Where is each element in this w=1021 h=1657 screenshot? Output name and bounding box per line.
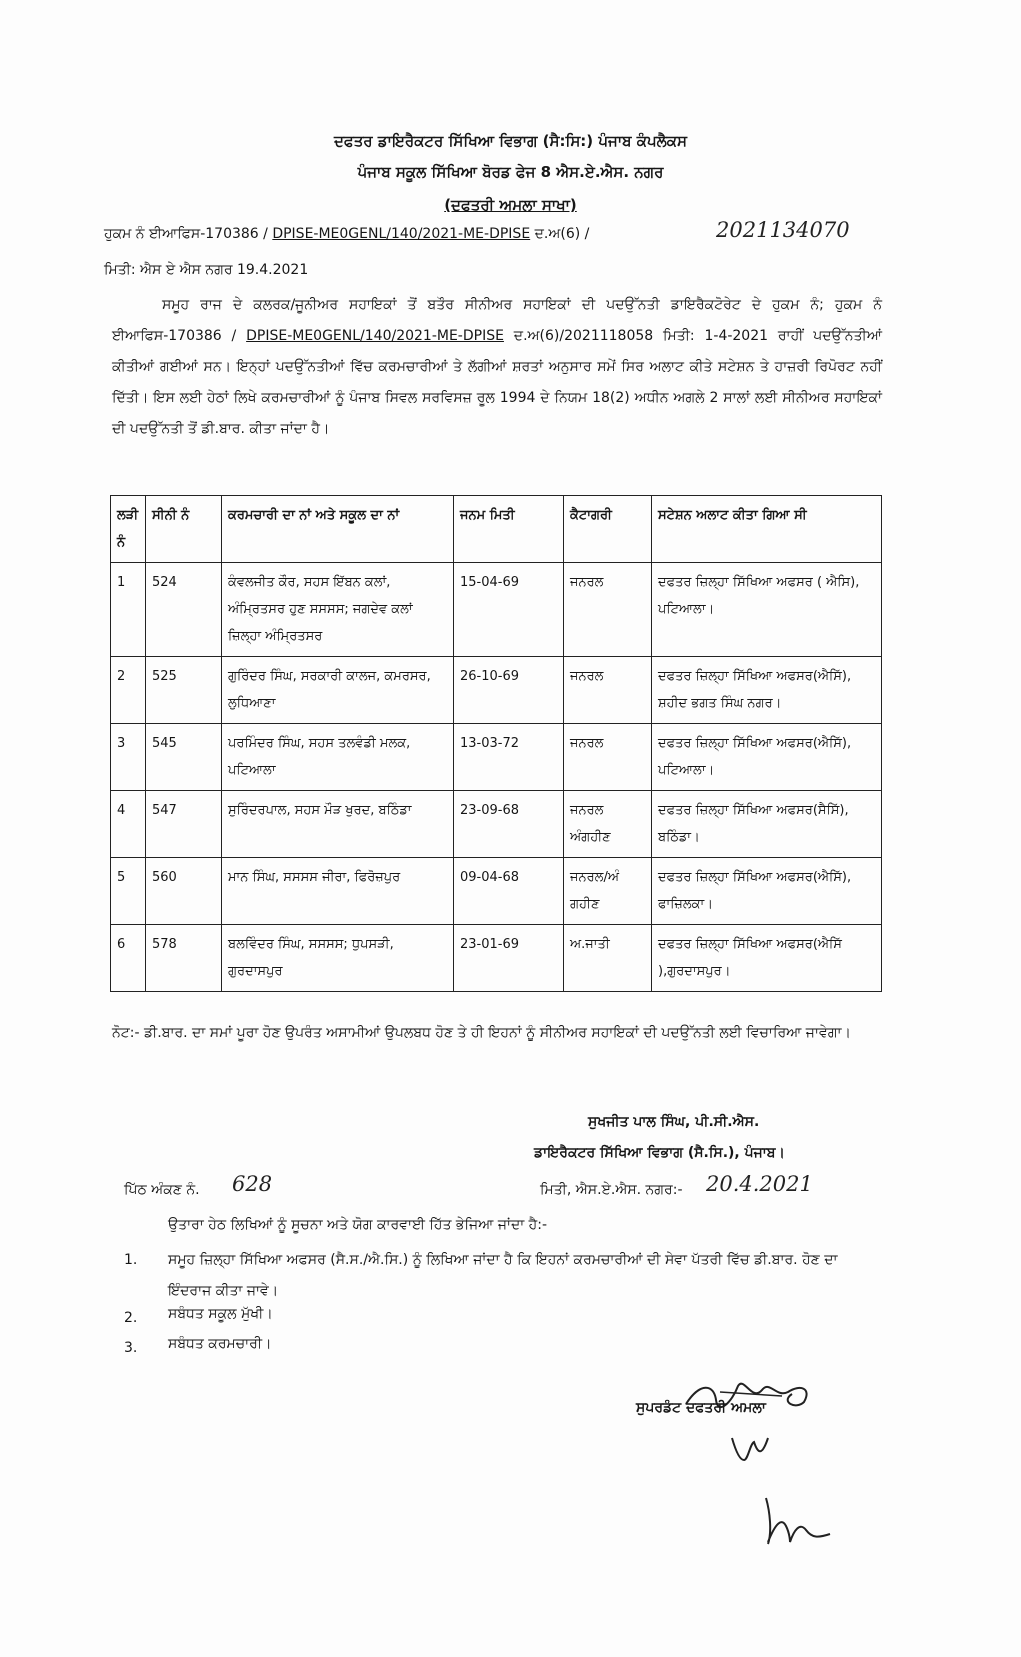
table-row <box>111 724 882 791</box>
cell-station: ਦਫਤਰ ਜ਼ਿਲ੍ਹਾ ਸਿੱਖਿਆ ਅਫਸਰ(ਐਸਿੱ), ਪਟਿਆਲਾ। <box>652 724 882 791</box>
cell-dob: 23-01-69 <box>454 925 564 992</box>
debarred-employees-table <box>110 495 882 992</box>
cell-employee: ਗੁਰਿੰਦਰ ਸਿੰਘ, ਸਰਕਾਰੀ ਕਾਲਜ, ਕਮਰਸਰ, ਲੁਧਿਆਣਾ <box>222 657 454 724</box>
col-dob: ਜਨਮ ਮਿਤੀ <box>454 496 564 563</box>
cell-seniority: 524 <box>146 563 222 657</box>
branch-name: (ਦਫਤਰੀ ਅਮਲਾ ਸਾਖਾ) <box>444 196 577 214</box>
body-part-1: ਸਮੂਹ ਰਾਜ ਦੇ ਕਲਰਕ/ਜੂਨੀਅਰ ਸਹਾਇਕਾਂ ਤੋਂ ਬਤੌਰ ਸੀਨੀਅਰ ਸਹਾਇਕਾਂ ਦੀ ਪਦਉੱਨਤੀ ਡਾਇਰੈਕਟੋਰੇਟ ਦੇ ਹੁਕਮ ਨੰ; ਹੁਕਮ ਨੰ ਈਆਫਿਸ-170386 / <box>112 297 882 344</box>
handwritten-endorsement-number: 628 <box>232 1172 273 1196</box>
order-code: DPISE-ME0GENL/140/2021-ME-DPISE <box>272 226 531 242</box>
cell-employee: ਸੁਰਿੰਦਰਪਾਲ, ਸਹਸ ਮੌੜ ਖੁਰਦ, ਬਠਿੰਡਾ <box>222 791 454 858</box>
cell-dob: 23-09-68 <box>454 791 564 858</box>
cell-seniority: 560 <box>146 858 222 925</box>
cell-station: ਦਫਤਰ ਜ਼ਿਲ੍ਹਾ ਸਿੱਖਿਆ ਅਫਸਰ(ਐਸਿੱ), ਫਾਜ਼ਿਲਕਾ। <box>652 858 882 925</box>
cell-serial: 3 <box>111 724 146 791</box>
cell-serial: 4 <box>111 791 146 858</box>
cell-category: ਜਨਰਲ/ਅੰ ਗਹੀਣ <box>564 858 652 925</box>
table-row <box>111 791 882 858</box>
col-serial: ਲੜੀ ਨੰ <box>111 496 146 563</box>
order-suffix: ਦ.ਅ(6) / <box>530 226 590 242</box>
cell-dob: 26-10-69 <box>454 657 564 724</box>
col-category: ਕੈਟਾਗਰੀ <box>564 496 652 563</box>
order-date: ਮਿਤੀ: ਐਸ ਏ ਐਸ ਨਗਰ 19.4.2021 <box>104 262 309 278</box>
order-number <box>104 226 589 242</box>
cell-seniority: 525 <box>146 657 222 724</box>
cell-dob: 13-03-72 <box>454 724 564 791</box>
cell-category: ਜਨਰਲ <box>564 724 652 791</box>
office-heading: ਦਫਤਰ ਡਾਇਰੈਕਟਰ ਸਿੱਖਿਆ ਵਿਭਾਗ (ਸੈ:ਸਿ:) ਪੰਜਾਬ ਕੰਪਲੈਕਸ <box>333 132 687 150</box>
cell-category: ਜਨਰਲ <box>564 563 652 657</box>
cell-station: ਦਫਤਰ ਜ਼ਿਲ੍ਹਾ ਸਿੱਖਿਆ ਅਫਸਰ(ਐਸਿੱ), ਸ਼ਹੀਦ ਭਗਤ ਸਿੰਘ ਨਗਰ। <box>652 657 882 724</box>
handwritten-endorsement-date: 20.4.2021 <box>706 1172 813 1196</box>
cell-serial: 6 <box>111 925 146 992</box>
col-station: ਸਟੇਸ਼ਨ ਅਲਾਟ ਕੀਤਾ ਗਿਆ ਸੀ <box>652 496 882 563</box>
signatory-name: ਸੁਖਜੀਤ ਪਾਲ ਸਿੰਘ, ਪੀ.ਸੀ.ਐਸ. <box>588 1114 760 1130</box>
cell-serial: 2 <box>111 657 146 724</box>
cell-serial: 5 <box>111 858 146 925</box>
col-seniority: ਸੀਨੀ ਨੰ <box>146 496 222 563</box>
cell-seniority: 545 <box>146 724 222 791</box>
office-address: ਪੰਜਾਬ ਸਕੂਲ ਸਿੱਖਿਆ ਬੋਰਡ ਫੇਜ 8 ਐਸ.ਏ.ਐਸ. ਨਗਰ <box>357 163 664 181</box>
order-prefix: ਹੁਕਮ ਨੰ ਈਆਫਿਸ-170386 / <box>104 226 273 242</box>
table-row <box>111 657 882 724</box>
table-row <box>111 925 882 992</box>
cell-category: ਅ.ਜਾਤੀ <box>564 925 652 992</box>
body-part-2: ਦ.ਅ(6)/2021118058 ਮਿਤੀ: 1-4-2021 ਰਾਹੀਂ ਪਦਉੱਨਤੀਆਂ ਕੀਤੀਆਂ ਗਈਆਂ ਸਨ। ਇਨ੍ਹਾਂ ਪਦਉੱਨਤੀਆਂ ਵਿੱਚ ਕਰਮਚਾਰੀਆਂ ਤੇ ਲੱਗੀਆਂ ਸ਼ਰਤਾਂ ਅਨੁਸਾਰ ਸਮੇਂ ਸਿਰ ਅਲਾਟ ਕੀਤੇ ਸਟੇਸ਼ਨ ਤੇ ਹਾਜ਼ਰੀ ਰਿਪੋਰਟ ਨਹੀਂ ਦਿੱਤੀ। ਇਸ ਲਈ ਹੇਠਾਂ ਲਿਖੇ ਕਰਮਚਾਰੀਆਂ ਨੂੰ ਪੰਜਾਬ ਸਿਵਲ ਸਰਵਿਸਜ਼ ਰੂਲ 1994 ਦੇ ਨਿਯਮ 18(2) ਅਧੀਨ ਅਗਲੇ 2 ਸਾਲਾਂ ਲਈ ਸੀਨੀਅਰ ਸਹਾਇਕਾਂ ਦੀ ਪਦਉੱਨਤੀ ਤੋਂ ਡੀ.ਬਾਰ. ਕੀਤਾ ਜਾਂਦਾ ਹੈ। <box>112 328 883 437</box>
cell-employee: ਮਾਨ ਸਿੰਘ, ਸਸਸਸ ਜੀਰਾ, ਫਿਰੋਜ਼ਪੁਰ <box>222 858 454 925</box>
cell-seniority: 578 <box>146 925 222 992</box>
cell-employee: ਕੰਵਲਜੀਤ ਕੌਰ, ਸਹਸ ਇੱਬਨ ਕਲਾਂ, ਅੰਮ੍ਰਿਤਸਰ ਹੁਣ ਸਸਸਸ; ਜਗਦੇਵ ਕਲਾਂ ਜ਼ਿਲ੍ਹਾ ਅੰਮ੍ਰਿਤਸਰ <box>222 563 454 657</box>
cell-dob: 15-04-69 <box>454 563 564 657</box>
endorsement-date-label: ਮਿਤੀ, ਐਸ.ਏ.ਐਸ. ਨਗਰ:- <box>540 1182 683 1198</box>
cell-serial: 1 <box>111 563 146 657</box>
cell-employee: ਬਲਵਿੰਦਰ ਸਿੰਘ, ਸਸਸਸ; ਧੁਪਸੜੀ, ਗੁਰਦਾਸਪੁਰ <box>222 925 454 992</box>
copy-item-text: ਸਬੰਧਤ ਕਰਮਚਾਰੀ। <box>168 1336 272 1352</box>
superintendent-designation: ਸੁਪਰਡੰਟ ਦਫਤਰੀ ਅਮਲਾ <box>636 1400 766 1416</box>
initials-mark <box>756 1492 836 1548</box>
cell-category: ਜਨਰਲ ਅੰਗਹੀਣ <box>564 791 652 858</box>
order-body <box>112 290 882 445</box>
copy-item-number: 2. <box>124 1310 138 1326</box>
cell-category: ਜਨਰਲ <box>564 657 652 724</box>
copy-item-text: ਸਮੂਹ ਜ਼ਿਲ੍ਹਾ ਸਿੱਖਿਆ ਅਫਸਰ (ਸੈ.ਸ./ਐ.ਸਿ.) ਨੂੰ ਲਿਖਿਆ ਜਾਂਦਾ ਹੈ ਕਿ ਇਹਨਾਂ ਕਰਮਚਾਰੀਆਂ ਦੀ ਸੇਵਾ ਪੱਤਰੀ ਵਿੱਚ ਡੀ.ਬਾਰ. ਹੋਣ ਦਾ ਇੰਦਰਾਜ ਕੀਤਾ ਜਾਵੇ। <box>168 1252 838 1299</box>
endorsement-label: ਪਿੱਠ ਅੰਕਣ ਨੰ. <box>124 1182 200 1198</box>
handwritten-dispatch-number: 2021134070 <box>716 218 850 242</box>
col-employee-school: ਕਰਮਚਾਰੀ ਦਾ ਨਾਂ ਅਤੇ ਸਕੂਲ ਦਾ ਨਾਂ <box>222 496 454 563</box>
cell-seniority: 547 <box>146 791 222 858</box>
cell-employee: ਪਰਮਿੰਦਰ ਸਿੰਘ, ਸਹਸ ਤਲਵੰਡੀ ਮਲਕ, ਪਟਿਆਲਾ <box>222 724 454 791</box>
cell-station: ਦਫਤਰ ਜ਼ਿਲ੍ਹਾ ਸਿੱਖਿਆ ਅਫਸਰ(ਐਸਿੱ ),ਗੁਰਦਾਸਪੁਰ। <box>652 925 882 992</box>
table-row <box>111 563 882 657</box>
table-row <box>111 858 882 925</box>
copy-item-number: 3. <box>124 1340 138 1356</box>
cell-dob: 09-04-68 <box>454 858 564 925</box>
body-order-code: DPISE-ME0GENL/140/2021-ME-DPISE <box>246 328 504 344</box>
copy-item-number: 1. <box>124 1252 138 1268</box>
cell-station: ਦਫਤਰ ਜ਼ਿਲ੍ਹਾ ਸਿੱਖਿਆ ਅਫਸਰ(ਸੈਸਿੱ), ਬਠਿੰਡਾ। <box>652 791 882 858</box>
copy-item-text: ਸਬੰਧਤ ਸਕੂਲ ਮੁੱਖੀ। <box>168 1306 273 1322</box>
endorsement-intro: ਉਤਾਰਾ ਹੇਠ ਲਿਖਿਆਂ ਨੂੰ ਸੂਚਨਾ ਅਤੇ ਯੋਗ ਕਾਰਵਾਈ ਹਿੱਤ ਭੇਜਿਆ ਜਾਂਦਾ ਹੈ:- <box>168 1217 548 1233</box>
cell-station: ਦਫਤਰ ਜ਼ਿਲ੍ਹਾ ਸਿੱਖਿਆ ਅਫਸਰ ( ਐਸਿ), ਪਟਿਆਲਾ। <box>652 563 882 657</box>
table-header-row <box>111 496 882 563</box>
note-text: ਨੋਟ:- ਡੀ.ਬਾਰ. ਦਾ ਸਮਾਂ ਪੂਰਾ ਹੋਣ ਉਪਰੰਤ ਅਸਾਮੀਆਂ ਉਪਲਬਧ ਹੋਣ ਤੇ ਹੀ ਇਹਨਾਂ ਨੂੰ ਸੀਨੀਅਰ ਸਹਾਇਕਾਂ ਦੀ ਪਦਉੱਨਤੀ ਲਈ ਵਿਚਾਰਿਆ ਜਾਵੇਗਾ। <box>112 1025 851 1041</box>
signatory-designation: ਡਾਇਰੈਕਟਰ ਸਿੱਖਿਆ ਵਿਭਾਗ (ਸੈ.ਸਿ.), ਪੰਜਾਬ। <box>534 1145 785 1161</box>
initials-mark <box>728 1430 772 1470</box>
